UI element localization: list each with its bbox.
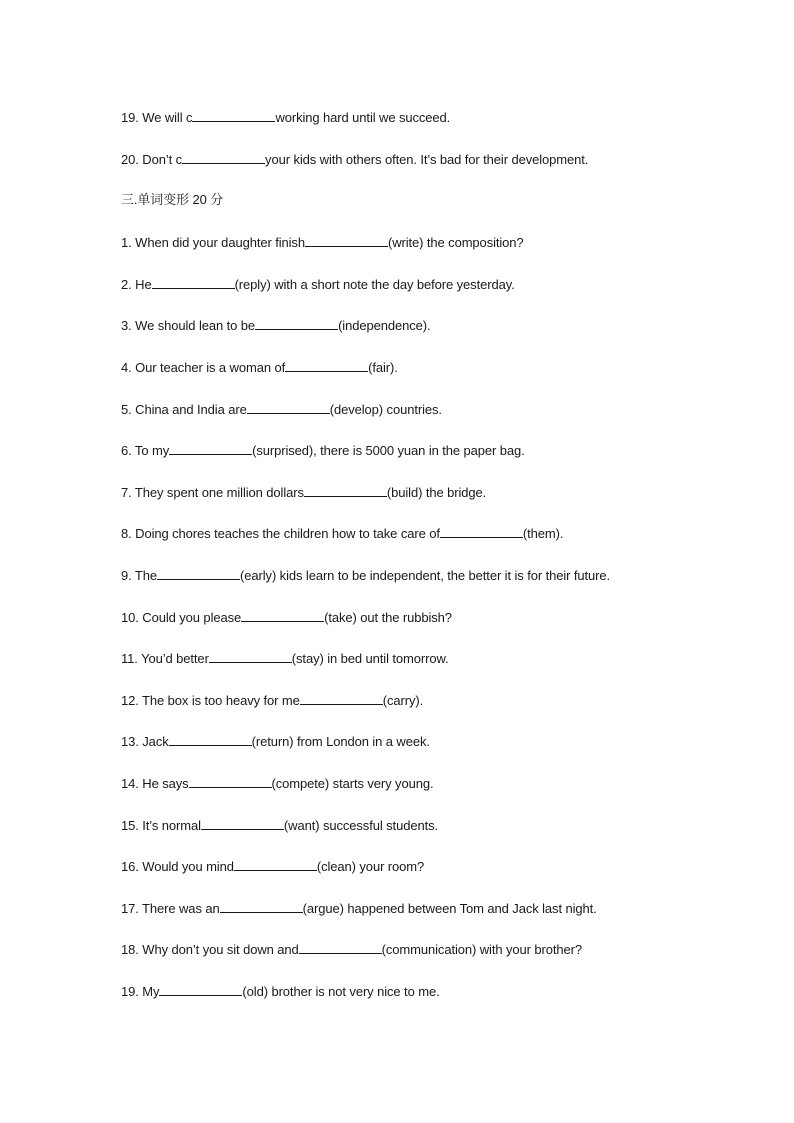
- question-suffix: working hard until we succeed.: [275, 110, 451, 125]
- question-prefix: 16. Would you mind: [121, 859, 234, 874]
- question-line: [121, 401, 442, 418]
- question-suffix: (old) brother is not very nice to me.: [242, 984, 440, 999]
- answer-blank[interactable]: [241, 609, 324, 622]
- question-suffix: (compete) starts very young.: [271, 776, 434, 791]
- question-line: [121, 525, 563, 542]
- question-suffix: (fair).: [368, 360, 398, 375]
- question-line: [121, 317, 431, 334]
- question-line: [121, 567, 610, 584]
- question-prefix: 1. When did your daughter finish: [121, 235, 305, 250]
- question-prefix: 15. It’s normal: [121, 818, 201, 833]
- question-line: [121, 983, 440, 1000]
- question-prefix: 14. He says: [121, 776, 189, 791]
- question-line: [121, 484, 486, 501]
- question-suffix: (write) the composition?: [387, 235, 524, 250]
- question-line: [121, 151, 588, 168]
- answer-blank[interactable]: [300, 692, 383, 705]
- question-prefix: 19. My: [121, 984, 160, 999]
- question-line: [121, 234, 524, 251]
- answer-blank[interactable]: [189, 775, 272, 788]
- answer-blank[interactable]: [209, 650, 292, 663]
- question-suffix: (take) out the rubbish?: [324, 610, 452, 625]
- answer-blank[interactable]: [169, 442, 252, 455]
- question-prefix: 8. Doing chores teaches the children how to take care of: [121, 526, 440, 541]
- question-suffix: (carry).: [382, 693, 424, 708]
- answer-blank[interactable]: [192, 109, 275, 122]
- answer-blank[interactable]: [247, 401, 330, 414]
- question-line: [121, 442, 525, 459]
- answer-blank[interactable]: [255, 317, 338, 330]
- question-prefix: 9. The: [121, 568, 158, 583]
- answer-blank[interactable]: [182, 151, 265, 164]
- question-prefix: 11. You’d better: [121, 651, 209, 666]
- question-suffix: (them).: [522, 526, 564, 541]
- answer-blank[interactable]: [220, 900, 303, 913]
- question-line: [121, 276, 515, 293]
- question-prefix: 2. He: [121, 277, 152, 292]
- question-suffix: (return) from London in a week.: [251, 734, 430, 749]
- question-line: [121, 858, 424, 875]
- question-line: [121, 733, 430, 750]
- answer-blank[interactable]: [305, 234, 388, 247]
- question-suffix: (surprised), there is 5000 yuan in the paper bag.: [252, 443, 525, 458]
- question-suffix: (want) successful students.: [283, 818, 439, 833]
- question-prefix: 6. To my: [121, 443, 170, 458]
- question-prefix: 3. We should lean to be: [121, 318, 256, 333]
- question-suffix: (independence).: [338, 318, 431, 333]
- question-suffix: (clean) your room?: [316, 859, 425, 874]
- question-prefix: 4. Our teacher is a woman of: [121, 360, 286, 375]
- question-prefix: 7. They spent one million dollars: [121, 485, 304, 500]
- section-heading: [121, 192, 223, 208]
- question-line: [121, 900, 597, 917]
- answer-blank[interactable]: [201, 817, 284, 830]
- question-line: [121, 609, 452, 626]
- question-prefix: 12. The box is too heavy for me: [121, 693, 300, 708]
- question-suffix: (build) the bridge.: [386, 485, 487, 500]
- question-line: [121, 650, 449, 667]
- section-heading-text: 三.单词变形 20 分: [121, 192, 224, 207]
- question-line: [121, 692, 423, 709]
- question-prefix: 17. There was an: [121, 901, 220, 916]
- question-suffix: (stay) in bed until tomorrow.: [291, 651, 449, 666]
- question-prefix: 19. We will c: [121, 110, 193, 125]
- question-line: [121, 109, 450, 126]
- question-suffix: (argue) happened between Tom and Jack last night.: [302, 901, 597, 916]
- answer-blank[interactable]: [304, 484, 387, 497]
- question-line: [121, 775, 433, 792]
- question-prefix: 13. Jack: [121, 734, 169, 749]
- answer-blank[interactable]: [285, 359, 368, 372]
- answer-blank[interactable]: [169, 733, 252, 746]
- question-suffix: (early) kids learn to be independent, the better it is for their future.: [240, 568, 611, 583]
- answer-blank[interactable]: [159, 983, 242, 996]
- answer-blank[interactable]: [157, 567, 240, 580]
- question-prefix: 10. Could you please: [121, 610, 242, 625]
- question-suffix: (communication) with your brother?: [381, 942, 583, 957]
- answer-blank[interactable]: [234, 858, 317, 871]
- question-line: [121, 359, 398, 376]
- question-suffix: (develop) countries.: [329, 402, 442, 417]
- answer-blank[interactable]: [152, 276, 235, 289]
- question-line: [121, 941, 582, 958]
- question-prefix: 5. China and India are: [121, 402, 247, 417]
- question-prefix: 18. Why don’t you sit down and: [121, 942, 299, 957]
- question-suffix: your kids with others often. It’s bad for their development.: [265, 152, 589, 167]
- answer-blank[interactable]: [440, 525, 523, 538]
- question-suffix: (reply) with a short note the day before yesterday.: [234, 277, 515, 292]
- question-line: [121, 817, 438, 834]
- answer-blank[interactable]: [299, 941, 382, 954]
- question-prefix: 20. Don’t c: [121, 152, 183, 167]
